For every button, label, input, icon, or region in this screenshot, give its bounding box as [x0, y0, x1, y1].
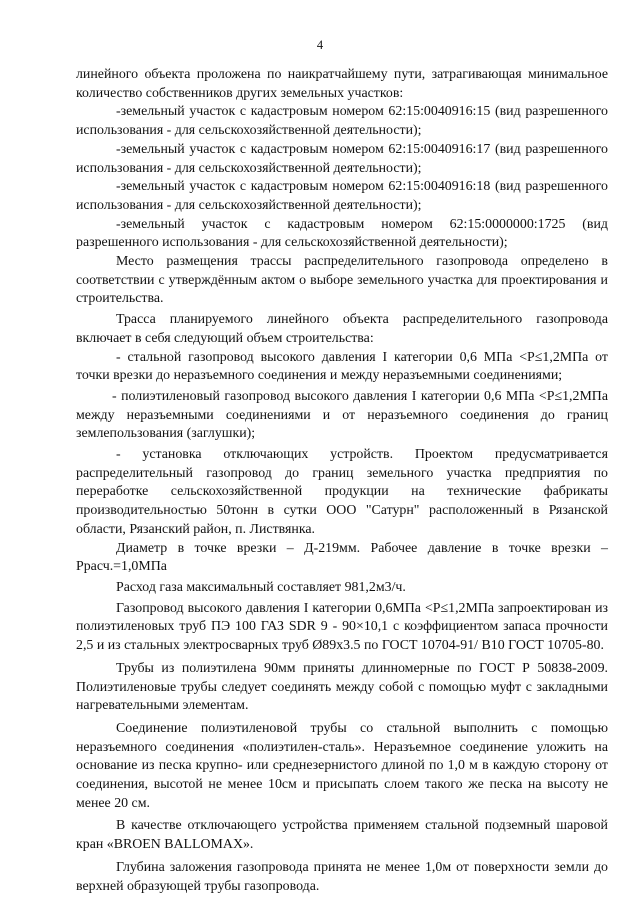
- paragraph-shutoff-devices: - установка отключающих устройств. Проектом предусматривается распределительный газопровод до границ земельного участка предприятия по переработке сельскохозяйственной продукции на технические фабрикаты производительностью 50тонн в сутки ООО "Сатурн" расположенный в Рязанской области, Рязанский район, п. Листвянка.: [76, 447, 608, 537]
- paragraph-land-plot-15: -земельный участок с кадастровым номером 62:15:0040916:15 (вид разрешенного использования - для сельскохозяйственной деятельности);: [76, 104, 608, 139]
- document-body: [76, 66, 608, 896]
- paragraph-steel-pipeline: - стальной газопровод высокого давления I категории 0,6 МПа <Р≤1,2МПа от точки врезки до неразъемного соединения и между неразъемными соединениями;: [76, 349, 608, 384]
- paragraph-pipe-materials: Газопровод высокого давления I категории 0,6МПа <Р≤1,2МПа запроектирован из полиэтиленовых труб ПЭ 100 ГАЗ SDR 9 - 90×10,1 с коэффициентом запаса прочности 2,5 и из стальных электросварных труб Ø89х3.5 по ГОСТ 10704-91/ В10 ГОСТ 10705-80.: [76, 600, 608, 654]
- paragraph-route-location: Место размещения трассы распределительного газопровода определено в соответствии с утверждённым актом о выборе земельного участка для проектирования и строительства.: [76, 254, 608, 307]
- paragraph-pe-steel-joint: Соединение полиэтиленовой трубы со стальной выполнить с помощью неразъемного соединения «полиэтилен-сталь». Неразъемное соединение уложить на основание из песка крупно- или среднезернистого длиной по 1,0 м в каждую сторону от соединения, высотой не менее 10см и присыпать слоем такого же песка на высоту не менее 20 см.: [76, 720, 608, 811]
- paragraph-land-plot-1725: -земельный участок с кадастровым номером 62:15:0000000:1725 (вид разрешенного использования - для сельскохозяйственной деятельности);: [76, 216, 608, 251]
- paragraph-polyethylene-pipeline: - полиэтиленовый газопровод высокого давления I категории 0,6 МПа <Р≤1,2МПа между неразъемными соединениями и от неразъемного соединения до границ землепользования (заглушки);: [76, 388, 608, 442]
- paragraph-construction-scope: Трасса планируемого линейного объекта распределительного газопровода включает в себя следующий объем строительства:: [76, 312, 608, 346]
- paragraph-gas-flow: Расход газа максимальный составляет 981,2м3/ч.: [116, 579, 406, 595]
- paragraph-laying-depth: Глубина заложения газопровода принята не менее 1,0м от поверхности земли до верхней образующей трубы газопровода.: [76, 859, 608, 894]
- paragraph-ball-valve: В качестве отключающего устройства применяем стальной подземный шаровой кран «BROEN BALLOMAX».: [76, 818, 608, 853]
- paragraph-route-intro: линейного объекта проложена по наикратчайшему пути, затрагивающая минимальное количество собственников других земельных участков:: [76, 67, 608, 101]
- page-number: 4: [316, 38, 324, 52]
- paragraph-polyethylene-pipes: Трубы из полиэтилена 90мм приняты длинномерные по ГОСТ Р 50838-2009. Полиэтиленовые трубы следует соединять между собой с помощью муфт с закладными нагревательными элементам.: [76, 660, 608, 714]
- paragraph-land-plot-18: -земельный участок с кадастровым номером 62:15:0040916:18 (вид разрешенного использования - для сельскохозяйственной деятельности);: [76, 179, 608, 213]
- paragraph-tie-in-diameter: Диаметр в точке врезки – Д-219мм. Рабочее давление в точке врезки – Ррасч.=1,0МПа: [76, 540, 608, 575]
- paragraph-land-plot-17: -земельный участок с кадастровым номером 62:15:0040916:17 (вид разрешенного использования - для сельскохозяйственной деятельности);: [76, 141, 608, 176]
